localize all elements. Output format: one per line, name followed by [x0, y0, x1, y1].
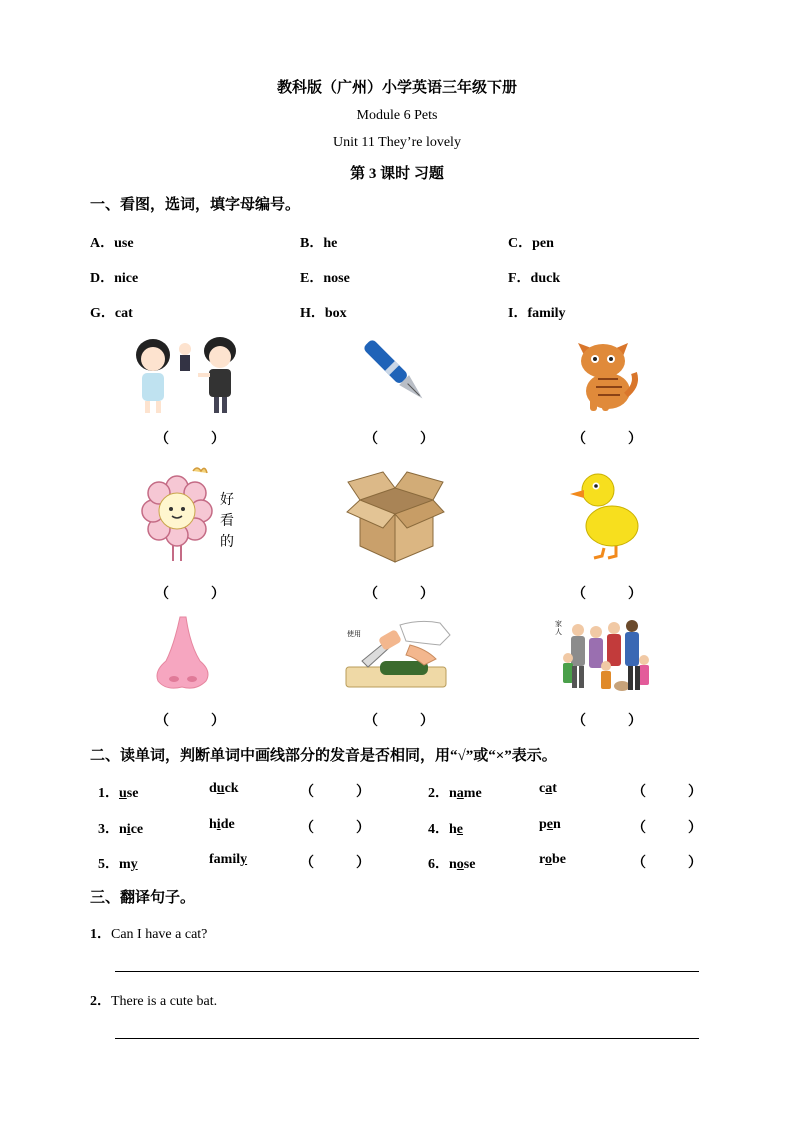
- item-2-word1: 2．name: [428, 786, 482, 801]
- family-caption: 家人: [555, 620, 562, 636]
- answer-paren-9[interactable]: （ ）: [572, 714, 642, 729]
- sentence-1: 1．Can I have a cat?: [90, 927, 208, 942]
- judge-paren-4[interactable]: （ ）: [632, 821, 702, 836]
- item-2-word2: cat: [539, 781, 557, 796]
- item-5-word2: family: [209, 852, 248, 867]
- fountain-pen-icon: [357, 333, 437, 413]
- answer-paren-4[interactable]: （ ）: [155, 587, 225, 602]
- option-c: C．pen: [508, 236, 554, 251]
- yellow-duck-icon: [568, 468, 644, 560]
- judge-paren-5[interactable]: （ ）: [300, 856, 370, 871]
- pretty-flower-icon: [135, 465, 220, 567]
- family-group-icon: [552, 618, 660, 694]
- item-1-word1: 1．use: [98, 786, 139, 801]
- lesson-title: 第 3 课时 习题: [350, 166, 444, 182]
- cardboard-box-icon: [345, 470, 447, 565]
- knife-caption: 使用: [347, 630, 361, 638]
- answer-paren-5[interactable]: （ ）: [364, 587, 434, 602]
- nose-icon: [152, 615, 214, 693]
- answer-paren-6[interactable]: （ ）: [572, 587, 642, 602]
- item-4-word2: pen: [539, 817, 561, 832]
- option-e: E．nose: [300, 271, 350, 286]
- option-f: F．duck: [508, 271, 561, 286]
- worksheet-title: 教科版（广州）小学英语三年级下册: [276, 80, 517, 96]
- item-5-word1: 5．my: [98, 857, 138, 872]
- option-a: A．use: [90, 236, 134, 251]
- two-children-icon: [128, 335, 248, 417]
- section2-heading: 二、读单词，判断单词中画线部分的发音是否相同，用“√”或“×”表示。: [90, 748, 557, 764]
- answer-paren-3[interactable]: （ ）: [572, 432, 642, 447]
- unit-title: Unit 11 They’re lovely: [333, 135, 461, 150]
- section1-heading: 一、看图，选词，填字母编号。: [90, 197, 301, 213]
- answer-paren-1[interactable]: （ ）: [155, 432, 225, 447]
- flower-caption: 好 看 的: [220, 492, 234, 550]
- judge-paren-6[interactable]: （ ）: [632, 856, 702, 871]
- option-g: G．cat: [90, 306, 133, 321]
- section3-heading: 三、翻译句子。: [90, 890, 196, 906]
- item-3-word2: hide: [209, 817, 235, 832]
- answer-paren-2[interactable]: （ ）: [364, 432, 434, 447]
- sentence-2: 2．There is a cute bat.: [90, 994, 218, 1009]
- option-b: B．he: [300, 236, 338, 251]
- item-1-word2: duck: [209, 781, 239, 796]
- judge-paren-3[interactable]: （ ）: [300, 821, 370, 836]
- judge-paren-2[interactable]: （ ）: [632, 785, 702, 800]
- item-6-word2: robe: [539, 852, 566, 867]
- item-3-word1: 3．nice: [98, 822, 144, 837]
- judge-paren-1[interactable]: （ ）: [300, 785, 370, 800]
- item-4-word1: 4．he: [428, 822, 464, 837]
- answer-paren-8[interactable]: （ ）: [364, 714, 434, 729]
- module-title: Module 6 Pets: [356, 108, 438, 123]
- option-d: D．nice: [90, 271, 139, 286]
- option-h: H．box: [300, 306, 347, 321]
- tabby-cat-icon: [568, 335, 640, 415]
- answer-paren-7[interactable]: （ ）: [155, 714, 225, 729]
- item-6-word1: 6．nose: [428, 857, 476, 872]
- answer-line-2[interactable]: [115, 1038, 699, 1039]
- answer-line-1[interactable]: [115, 971, 699, 972]
- option-i: I．family: [508, 306, 566, 321]
- knife-use-icon: [340, 615, 455, 693]
